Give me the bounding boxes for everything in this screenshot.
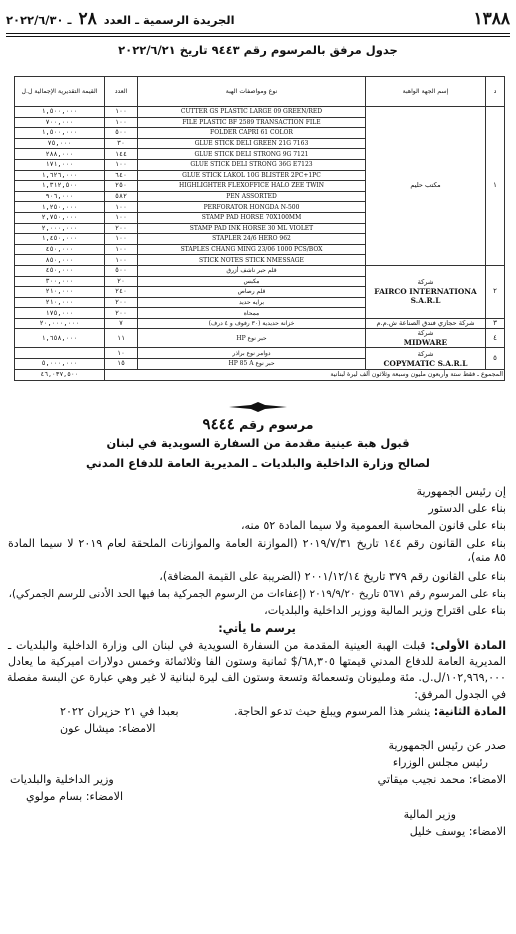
table-header-row [15,77,505,107]
item-value: ٣٠٠,٠٠٠ [15,276,105,287]
preamble-line: بناء على المرسوم رقم ٥٦٧١ تاريخ ٢٠١٩/٩/٢٠ (إعفاءات من الرسوم الجمركية بما فيها الحد الأدنى للرسم الجمركي)، [8,588,506,600]
item-quantity: ١٠٠ [105,107,138,118]
item-quantity: ٥٠٠ [105,265,138,276]
col-qty-header: العدد [105,77,138,107]
item-quantity: ٢٠٠ [105,223,138,234]
item-quantity: ١٠ [105,348,138,359]
item-description: GLUE STICK DELI STRONG 36G E7123 [138,159,366,170]
total-label: المجموع ـ فقط ستة وأربعون مليون وسبعة وثلاثون ألف ليرة لبنانية [105,369,505,380]
preamble-line: إن رئيس الجمهورية [416,485,506,498]
item-value: ٨٥٠,٠٠٠ [15,255,105,266]
article-1-line: المديرية العامة للدفاع المدني قيمتها ٦٨,٣٠٥/$ ثمانية وستون الفا وثلاثمائة وخمس دولارات اميركية ما يعادل [8,655,506,668]
decree-subject-1: قبول هبة عينية مقدمة من السفارة السويدية في لبنان [106,436,410,450]
item-quantity: ١٠٠ [105,244,138,255]
decree-number-label: مرسوم رقم [239,417,314,432]
row-index: ٢ [486,265,505,318]
divider-ornament [229,402,287,412]
preamble-line: ٨٥ منه)، [467,551,506,564]
donor-company: MIDWARE [403,338,448,348]
item-description: GLUE STICK LAKOL 10G BLISTER 2PC+1PC [138,170,366,181]
donor-name [366,265,486,318]
finance-minister-signature [410,825,506,838]
donor-type: شركة [417,329,434,338]
decree-number: ٩٤٤٤ [202,415,235,433]
item-description: GLUE STICK DELI STRONG 9G 7121 [138,149,366,160]
signature-label: الامضاء: [118,722,156,735]
item-value: ١٧١,٠٠٠ [15,159,105,170]
decrees-following: يرسم ما يأتي: [218,622,296,635]
item-quantity: ٢٠٠ [105,297,138,308]
item-value: ١,٥٠٠,٠٠٠ [15,128,105,139]
signature-label: الامضاء: [468,825,506,838]
item-quantity: ٢٠ [105,276,138,287]
item-quantity: ٣٠ [105,138,138,149]
item-quantity: ١١ [105,329,138,348]
article-1-line: ١٠٢,٩٦٩,٠٠٠/ل.ل. مئة ومليونان وتسعمائة وتسعة وستون الف ليرة لبنانية لا غير وهي عبارة عن البسة مفصلة [7,671,506,684]
item-description: HIGHLIGHTER FLEXOFFICE HALO ZEE TWIN [138,181,366,192]
table-row [15,329,505,348]
item-quantity: ٥٨٢ [105,191,138,202]
item-value: ٩٠٦,٠٠٠ [15,191,105,202]
donor-company: COPYMATIC S.A.R.L [383,358,468,368]
item-value: ٧٥,٠٠٠ [15,138,105,149]
item-description: مكبس [138,276,366,287]
item-value: ٢,٠٠٠,٠٠٠ [15,223,105,234]
interior-minister-signature [26,790,123,803]
table-row [15,107,505,118]
item-value: ٢١٠,٠٠٠ [15,297,105,308]
item-value: ١,٣١٢,٥٠٠ [15,181,105,192]
gazette-issue [6,9,235,29]
item-description: CUTTER GS PLASTIC LARGE 09 GREEN/RED [138,107,366,118]
item-quantity: ٧ [105,318,138,329]
issue-date: ـ ٢٠٢٢/٦/٣٠ [6,13,72,27]
item-description: حبر نوع HP [138,329,366,348]
item-quantity: ١٠٠ [105,234,138,245]
item-quantity: ٢٤٠ [105,287,138,298]
finance-minister-title: وزير المالية [403,808,456,821]
donor-type: شركة [417,278,434,287]
item-value [15,348,105,359]
table-body [15,107,505,381]
item-quantity: ١٠٠ [105,202,138,213]
preamble-line: بناء على القانون رقم ١٤٤ تاريخ ٢٠١٩/٧/٣١ (الموازنة العامة والموازنات الملحقة لعام ٢٠١٩ لا سيما المادة [8,537,506,550]
item-quantity: ٥٠٠ [105,128,138,139]
table-row [15,318,505,329]
item-description: PERFORATOR HONGDA N-500 [138,202,366,213]
item-value: ٢٨٨,٠٠٠ [15,149,105,160]
total-value: ٤٦,٠٣٧,٥٠٠ [15,369,105,380]
preamble-line: بناء على اقتراح وزير المالية ووزير الداخلية والبلديات، [264,604,506,617]
article-1-line: في الجدول المرفق: [414,688,506,701]
pm-name: محمد نجيب ميقاتي [377,773,466,786]
item-value: ٢,٧٥٠,٠٠٠ [15,212,105,223]
item-value: ١٧٥,٠٠٠ [15,308,105,319]
article-1-label: المادة الأولى: [430,639,506,652]
item-description: STAPLES CHANG MING 23/06 1000 PCS/BOX [138,244,366,255]
col-value-header: القيمة التقديرية الإجمالية ل.ل [15,77,105,107]
president-signature [60,722,156,735]
item-description: STAMP PAD HORSE 70X100MM [138,212,366,223]
decree-subject-2: لصالح وزارة الداخلية والبلديات ـ المديرية العامة للدفاع المدني [86,456,430,470]
row-index: ٣ [486,318,505,329]
donation-schedule-table [14,76,505,381]
article-2-text: ينشر هذا المرسوم ويبلغ حيث تدعو الحاجة. [233,705,431,718]
item-value: ١,٦٢٦,٠٠٠ [15,170,105,181]
page-number: ١٣٨٨ [473,9,510,29]
page-header [6,6,510,32]
item-description: قلم رصاص [138,287,366,298]
col-donor-header: إسم الجهة الواهبة [366,77,486,107]
interior-minister-name: بسام مولوي [26,790,83,803]
item-description: PEN ASSORTED [138,191,366,202]
gazette-name: الجريدة الرسمية ـ العدد [103,13,235,27]
item-value: ١,٦٥٨,٠٠٠ [15,329,105,348]
president-name: ميشال عون [60,722,115,735]
header-rule [6,33,510,34]
pm-title: رئيس مجلس الوزراء [392,756,488,769]
item-quantity: ٢٠٠ [105,308,138,319]
item-value: ٧٠٠,٠٠٠ [15,117,105,128]
col-item-header: نوع ومواصفات الهبة [138,77,366,107]
table-row [15,348,505,359]
item-quantity: ٦٤٠ [105,170,138,181]
item-value: ١,٢٥٠,٠٠٠ [15,202,105,213]
item-quantity: ٢٥٠ [105,181,138,192]
signature-label: الامضاء: [85,790,124,803]
decree-date: بعبدا في ٢١ حزيران ٢٠٢٢ [60,705,179,718]
interior-minister-title: وزير الداخلية والبلديات [10,773,114,786]
donor-name [366,348,486,369]
article-2-label: المادة الثانية: [433,705,506,718]
item-value: ٤٥٠,٠٠٠ [15,265,105,276]
item-value: ٢٠,٠٠٠,٠٠٠ [15,318,105,329]
item-quantity: ١٠٠ [105,117,138,128]
item-quantity: ١٠٠ [105,159,138,170]
item-description: حبر نوع HP 85 A [138,359,366,370]
item-quantity: ١٤٤ [105,149,138,160]
article-1-line [8,639,506,653]
pm-signature [378,773,506,786]
preamble-line: بناء على قانون المحاسبة العمومية ولا سيما المادة ٥٢ منه، [240,519,506,532]
total-row [15,369,505,380]
item-description: دوامر نوع براذر [138,348,366,359]
item-description: STAPLER 24/6 HERO 962 [138,234,366,245]
item-description: FILE PLASTIC BF 2589 TRANSACTION FILE [138,117,366,128]
item-description: برايه حديد [138,297,366,308]
header-rule-2 [6,36,510,37]
article-1-text: قبلت الهبة العينية المقدمة من السفارة السويدية في لبنان الى وزارة الداخلية والبلديات ـ [8,639,426,652]
item-quantity: ١٠٠ [105,212,138,223]
item-quantity: ١٥ [105,359,138,370]
row-index: ١ [486,107,505,266]
schedule-title: جدول مرفق بالمرسوم رقم ٩٤٤٣ تاريخ ٢٠٢٢/٦/٢١ [118,43,398,57]
row-index: ٥ [486,348,505,369]
issued-by: صدر عن رئيس الجمهورية [388,739,506,752]
donor-name: شركة حجازي فندق الصناعة ش.م.م [366,318,486,329]
item-value: ٤٥٠,٠٠٠ [15,244,105,255]
preamble-line: بناء على القانون رقم ٣٧٩ تاريخ ٢٠٠١/١٢/١٤ (الضريبة على القيمة المضافة)، [159,570,506,583]
issue-number: ٢٨ [78,9,97,29]
decree-title [6,415,510,433]
item-description: FOLDER CAPRI 61 COLOR [138,128,366,139]
donor-type: شركة [417,349,434,358]
item-description: قلم حبر ناشف أزرق [138,265,366,276]
row-index: ٤ [486,329,505,348]
item-description: ممحاة [138,308,366,319]
donor-name [366,329,486,348]
item-description: STICK NOTES STICK NMESSAGE [138,255,366,266]
item-description: GLUE STICK DELI GREEN 21G 7163 [138,138,366,149]
item-value: ٥,٠٠٠,٠٠٠ [15,359,105,370]
item-value: ١,٤٥٠,٠٠٠ [15,234,105,245]
col-index-header: د [486,77,505,107]
table-row [15,265,505,276]
donor-company: FAIRCO INTERNATIONA S.A.R.L [374,287,477,306]
item-value: ١,٥٠٠,٠٠٠ [15,107,105,118]
donor-name: مكتب حليم [366,107,486,266]
item-description: خزانة حديدية (٣٠ رفوف و ٤ درف) [138,318,366,329]
signature-label: الامضاء: [468,773,506,786]
item-description: STAMP PAD INK HORSE 30 ML VIOLET [138,223,366,234]
finance-minister-name: يوسف خليل [409,825,466,838]
item-value: ٢١٠,٠٠٠ [15,287,105,298]
preamble-line: بناء على الدستور [428,502,506,515]
item-quantity: ١٠٠ [105,255,138,266]
